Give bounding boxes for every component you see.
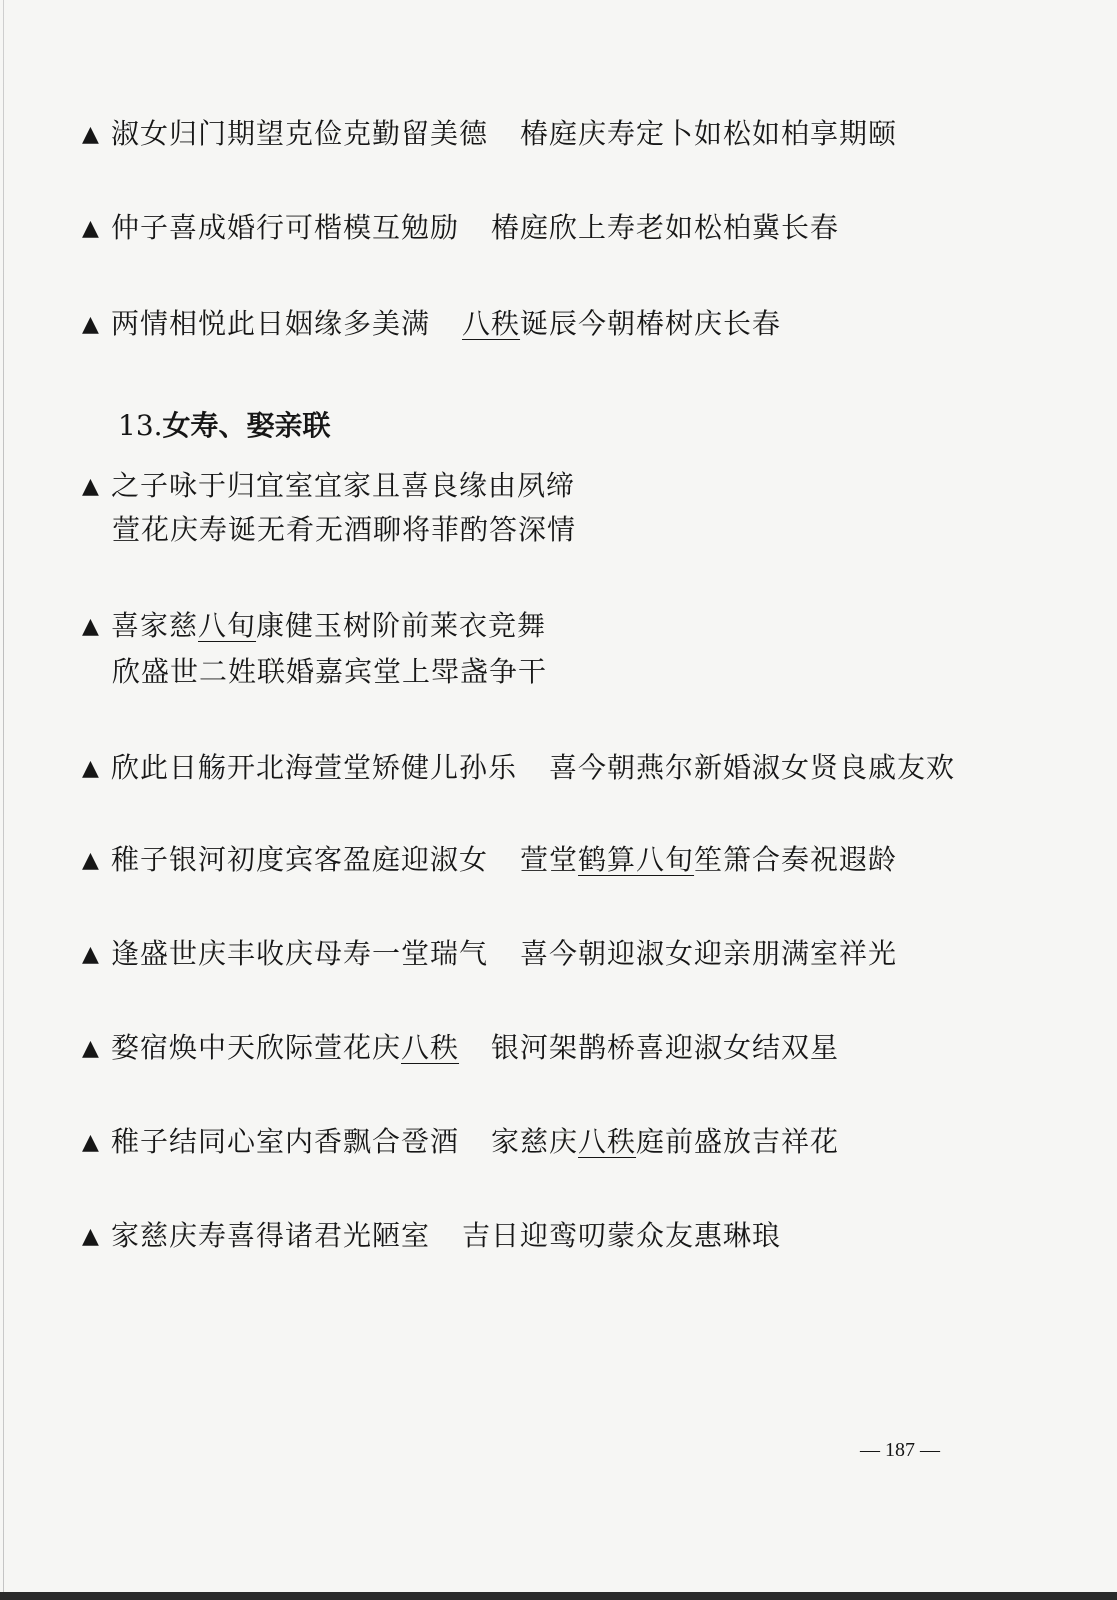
couplet-upper: 稚子结同心室内香飘合卺酒 (111, 1125, 460, 1158)
couplet-3 (82, 307, 782, 340)
triangle-icon: ▲ (82, 312, 100, 337)
couplet-upper: 淑女归门期望克俭克勤留美德 (111, 117, 489, 150)
couplet-lower-pre: 家慈庆 (491, 1125, 579, 1158)
triangle-icon: ▲ (82, 942, 100, 967)
couplet-lower: 吉日迎鸾叨蒙众友惠琳琅 (462, 1219, 782, 1252)
couplet-upper: 逢盛世庆丰收庆母寿一堂瑞气 (111, 937, 489, 970)
couplet-4-line1 (82, 469, 576, 502)
couplet-upper-post: 康健玉树阶前莱衣竞舞 (256, 609, 547, 642)
couplet-lower: 喜今朝迎淑女迎亲朋满室祥光 (520, 937, 898, 970)
section-number: 13. (118, 409, 163, 442)
triangle-icon: ▲ (82, 474, 100, 499)
couplet-upper: 欣此日觞开北海萱堂矫健儿孙乐 (111, 751, 518, 784)
couplet-6 (82, 751, 956, 784)
triangle-icon: ▲ (82, 216, 100, 241)
couplet-upper: 两情相悦此日姻缘多美满 (111, 307, 431, 340)
triangle-icon: ▲ (82, 848, 100, 873)
couplet-lower-pre: 萱堂 (520, 843, 579, 876)
section-title-text: 女寿、娶亲联 (162, 409, 331, 442)
couplet-upper-pre: 喜家慈 (111, 609, 199, 642)
couplet-upper: 稚子银河初度宾客盈庭迎淑女 (111, 843, 489, 876)
underlined-text: 鹤算八旬 (578, 843, 695, 876)
couplet-lower-post: 庭前盛放吉祥花 (636, 1125, 840, 1158)
couplet-8 (82, 937, 898, 970)
couplet-upper: 家慈庆寿喜得诸君光陋室 (111, 1219, 431, 1252)
couplet-lower: 银河架鹊桥喜迎淑女结双星 (491, 1031, 840, 1064)
triangle-icon: ▲ (82, 1130, 100, 1155)
couplet-lower: 喜今朝燕尔新婚淑女贤良戚友欢 (549, 751, 956, 784)
couplet-lower-post: 笙箫合奏祝遐龄 (694, 843, 898, 876)
couplet-lower: 萱花庆寿诞无肴无酒聊将菲酌答深情 (112, 513, 577, 546)
couplet-11 (82, 1219, 782, 1252)
couplet-lower: 椿庭欣上寿老如松柏冀长春 (491, 211, 840, 244)
triangle-icon: ▲ (82, 1036, 100, 1061)
underlined-text: 八秩 (462, 307, 521, 340)
couplet-upper-pre: 婺宿焕中天欣际萱花庆 (111, 1031, 402, 1064)
underlined-text: 八旬 (198, 609, 257, 642)
underlined-text: 八秩 (578, 1125, 637, 1158)
couplet-2 (82, 211, 840, 244)
couplet-1 (82, 117, 898, 150)
underlined-text: 八秩 (401, 1031, 460, 1064)
triangle-icon: ▲ (82, 122, 100, 147)
couplet-lower: 椿庭庆寿定卜如松如柏享期颐 (520, 117, 898, 150)
couplet-10 (82, 1125, 840, 1158)
triangle-icon: ▲ (82, 1224, 100, 1249)
page-left-edge (3, 0, 4, 1600)
section-title (118, 409, 331, 442)
triangle-icon: ▲ (82, 756, 100, 781)
couplet-lower: 欣盛世二姓联婚嘉宾堂上斝盏争干 (112, 655, 548, 688)
couplet-5-line1 (82, 609, 547, 642)
page-number: — 187 — (860, 1439, 940, 1461)
couplet-lower-rest: 诞辰今朝椿树庆长春 (520, 307, 782, 340)
couplet-9 (82, 1031, 840, 1064)
triangle-icon: ▲ (82, 614, 100, 639)
couplet-upper: 仲子喜成婚行可楷模互勉励 (111, 211, 460, 244)
couplet-upper: 之子咏于归宜室宜家且喜良缘由夙缔 (111, 469, 576, 502)
page-bottom-edge (0, 1592, 1117, 1600)
couplet-7 (82, 843, 898, 876)
